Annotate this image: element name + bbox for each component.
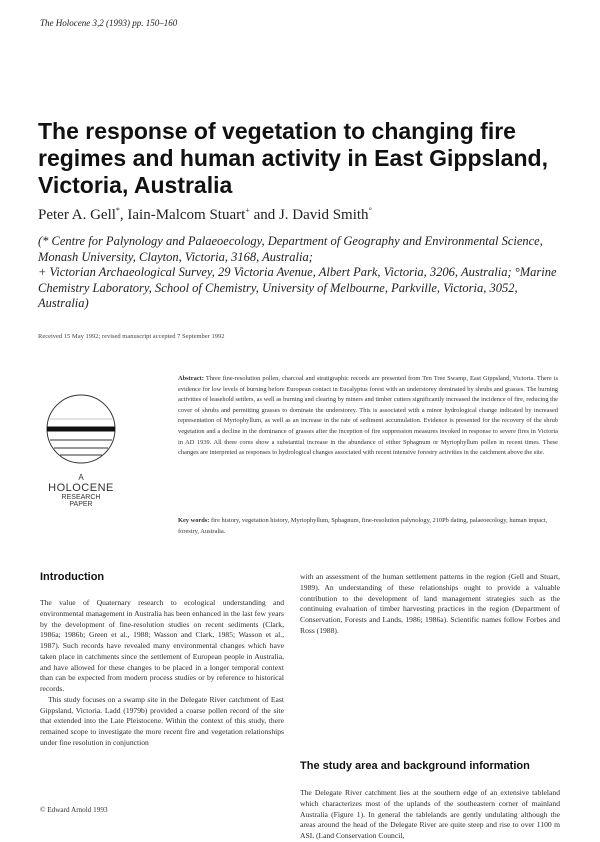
abstract-text: Three fine-resolution pollen, charcoal and stratigraphic records are presented from Ten Tree Swamp, East Gippsland, Victoria. There is evidence for low levels of burning before European contact in Eucalyptus forest with an understorey dominated by shrubs and grasses. The burning activities of leasehold settlers, as well as burning and clearing by miners and timber cutters significantly increased the incidence of fire, reducing the cover of shrubs and permitting grasses to dominate the understorey. This is associated with a minor hydrological change indicated by increased representation of Myriophyllum, as well as an increase in the rate of sediment accumulation. Evidence is presented for the recovery of the shrub vegetation and a decline in the dominance of grasses after the inception of fire suppression measures invoked in response to severe fires in Victoria in AD 1939. All three cores show a substantial increase in the abundance of either Sphagnum or Myriophyllum pollen in recent times. These changes are interpreted as responses to hydrological changes associated with recent intensive forestry activities in the catchment above the site. [178, 375, 558, 457]
study-area-paragraph: The Delegate River catchment lies at the southern edge of an extensive tableland which characterizes most of the uplands of the southeastern corner of mainland Australia (Figure 1). In general the tablelands are gently undulating although the areas around the head of the Delegate River are quite steep and rise to over 1100 m ASL (Land Conservation Council, [300, 788, 560, 840]
introduction-body [40, 598, 284, 749]
logo-text-paper: PAPER [69, 501, 93, 508]
affiliations [38, 234, 568, 312]
keywords-text: fire history, vegetation history, Myriophyllum, Sphagnum, fine-resolution palynology, 210Pb dating, palaeoecology, human impact, forestry, Australia. [178, 517, 548, 535]
logo-text-research: RESEARCH [61, 494, 101, 501]
right-column-paragraph: with an assessment of the human settlement patterns in the region (Gell and Stuart, 1989). An understanding of these relationships ought to provide a valuable contribution to the development of land management strategies such as the continuing evaluation of timber harvesting practices in the region (Department of Conservation, Forests and Lands, 1986; 1986a). Scientific names follow Forbes and Ross (1988). [300, 572, 560, 635]
affiliation-1: (* Centre for Palynology and Palaeoecology, Department of Geography and Environmental Science, Monash University, Clayton, Victoria, 3168, Australia; [38, 234, 543, 264]
author-smith: and J. David Smith [253, 207, 369, 223]
author-mark: * [115, 206, 120, 215]
study-area-heading: The study area and background information [300, 760, 530, 772]
received-dates: Received 15 May 1992; revised manuscript accepted 7 September 1992 [38, 333, 225, 340]
holocene-logo-icon [36, 392, 126, 466]
author-mark: + [245, 206, 250, 215]
introduction-paragraph: This study focuses on a swamp site in the Delegate River catchment of East Gippsland, Victoria. Ladd (1979b) provided a coarse pollen record of the site that extended into the Late Pleistocene. Within the context of this study, there remained scope to investigate the more recent fire and vegetation relationships under fine resolution in conjunction [40, 694, 284, 747]
author-mark: ° [368, 206, 372, 215]
abstract-label: Abstract: [178, 375, 204, 382]
logo-text-holocene: HOLOCENE [48, 482, 114, 494]
holocene-research-paper-logo [36, 392, 126, 532]
author-line: Peter A. Gell*, Iain-Malcom Stuart+ and J. David Smith° [38, 206, 372, 223]
copyright-footer: © Edward Arnold 1993 [40, 806, 108, 814]
keywords-label: Key words: [178, 517, 210, 524]
author-stuart: Iain-Malcom Stuart [127, 207, 246, 223]
introduction-heading: Introduction [40, 571, 105, 583]
logo-text-a: A [78, 473, 84, 482]
paper-title: The response of vegetation to changing fire regimes and human activity in East Gippsland, Victoria, Australia [38, 118, 548, 198]
journal-citation: The Holocene 3,2 (1993) pp. 150–160 [40, 18, 178, 28]
affiliation-2: + Victorian Archaeological Survey, 29 Victoria Avenue, Albert Park, Victoria, 3206, Australia; °Marine Chemistry Laboratory, School of Chemistry, University of Melbourne, Parkville, Victoria, 3052, Australia) [38, 265, 557, 310]
abstract [178, 374, 558, 459]
study-area-body [300, 788, 560, 842]
keywords [178, 516, 558, 537]
right-column-body [300, 572, 560, 637]
author-gell: Peter A. Gell [38, 207, 116, 223]
introduction-paragraph: The value of Quaternary research to ecological understanding and environmental management in Australia has been enhanced in the last few years by the development of fine-resolution studies on recent sediments (Clark, 1986a; 1986b; Green et al., 1988; Wasson and Clark, 1985; Wasson et al., 1987). Such records have revealed many environmental changes which have taken place in catchments since the settlement of European people in Australia, and have allowed for these changes to be placed in a longer temporal context than can be expected from modern process studies or by reference to historical records. [40, 598, 284, 693]
